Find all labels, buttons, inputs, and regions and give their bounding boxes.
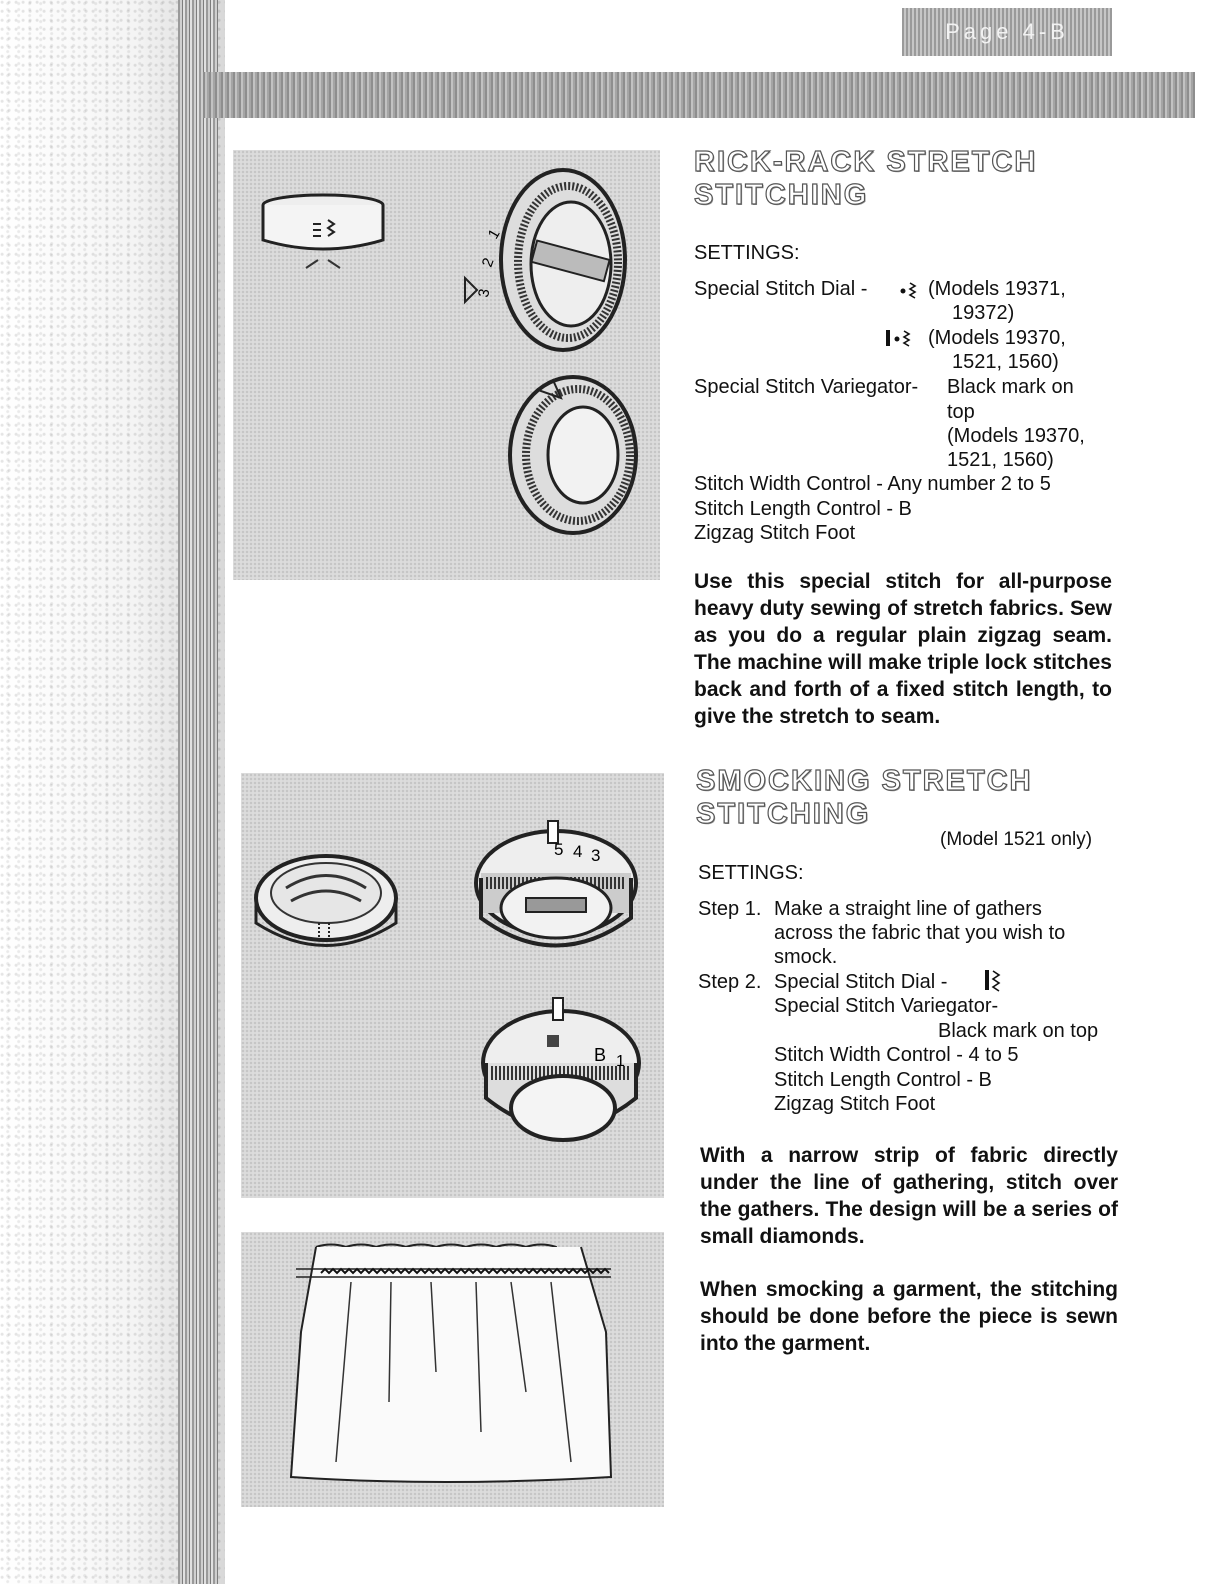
binding-strip [178, 0, 218, 1584]
dial-number: 3 [591, 846, 601, 865]
setting-line: Zigzag Stitch Foot [694, 522, 856, 544]
step-line: across the fabric that you wish to [774, 922, 1066, 944]
step-line: Stitch Length Control - B [774, 1069, 992, 1091]
section-paragraph: With a narrow strip of fabric directly under the line of gathering, stitch over the gathers. The design will be a series of small diamonds. [700, 1144, 1118, 1248]
stitch-width-dial [476, 821, 636, 946]
section-title-rick-rack [694, 146, 1037, 212]
title-line: RICK-RACK STRETCH [694, 146, 1038, 178]
dial-number: 1 [616, 1053, 625, 1070]
setting-line: 1521, 1560) [947, 449, 1054, 471]
figure-smocked-fabric [241, 1232, 664, 1507]
setting-line: (Models 19370, [928, 327, 1066, 349]
header-bar [203, 72, 1195, 118]
dial-letter: B [594, 1045, 607, 1065]
title-line: SMOCKING STRETCH [696, 765, 1033, 797]
dial-number: 2 [478, 255, 498, 270]
setting-line: (Models 19370, [947, 425, 1085, 447]
section-body: Use this special stitch for all-purpose heavy duty sewing of stretch fabrics. Sew as you do a regular plain zigzag seam. The machine will make triple lock stitches back and forth of a fixed stitch length, to give the stretch to seam. [694, 570, 1112, 728]
setting-line: 19372) [952, 302, 1015, 324]
figure-rick-rack-dials [233, 150, 660, 580]
stitch-width-dial [465, 170, 625, 350]
setting-line: top [947, 401, 975, 423]
special-stitch-dial-selector [263, 195, 383, 268]
step-line: smock. [774, 946, 838, 968]
dial-number: 4 [573, 842, 583, 861]
settings-label: SETTINGS: [694, 242, 800, 264]
title-line: STITCHING [696, 798, 871, 830]
step-line: Black mark on top [938, 1020, 1099, 1042]
dial-number: 5 [554, 840, 564, 859]
model-note: (Model 1521 only) [940, 829, 1093, 850]
dial-number: 3 [475, 287, 494, 299]
triple-stretch-stitch-dial-icon [884, 328, 924, 348]
figure-smocking-dials [241, 773, 664, 1198]
setting-line: 1521, 1560) [952, 351, 1059, 373]
step-line: Zigzag Stitch Foot [774, 1093, 936, 1115]
triple-stretch-stitch-icon [898, 280, 922, 300]
step-label: Step 1. [698, 898, 762, 920]
setting-line: Special Stitch Variegator- [694, 376, 919, 398]
setting-line: (Models 19371, [928, 278, 1066, 300]
smocking-stitch-icon [983, 968, 1005, 992]
step-line: Make a straight line of gathers [774, 898, 1042, 920]
variegator-dial [510, 377, 636, 533]
page-number: Page 4-B [945, 19, 1069, 44]
setting-line: Special Stitch Dial - [694, 278, 868, 300]
section-paragraph: When smocking a garment, the stitching should be done before the piece is sewn into the garment. [700, 1278, 1118, 1355]
settings-label: SETTINGS: [698, 862, 804, 884]
dial-number: 1 [484, 226, 504, 242]
step-label: Step 2. [698, 971, 762, 993]
step-line: Special Stitch Dial - [774, 971, 948, 993]
setting-line: Stitch Length Control - B [694, 498, 912, 520]
special-stitch-dial-selector [256, 856, 396, 946]
section-title-smocking [696, 765, 1033, 831]
fabric-illustration [291, 1245, 611, 1483]
title-line: STITCHING [694, 179, 869, 211]
step-line: Stitch Width Control - 4 to 5 [774, 1044, 1019, 1066]
variegator-dial [483, 998, 639, 1140]
setting-line: Black mark on [947, 376, 1074, 398]
setting-line: Stitch Width Control - Any number 2 to 5 [694, 473, 1051, 495]
step-line: Special Stitch Variegator- [774, 995, 999, 1017]
page-number-tab [902, 8, 1112, 56]
